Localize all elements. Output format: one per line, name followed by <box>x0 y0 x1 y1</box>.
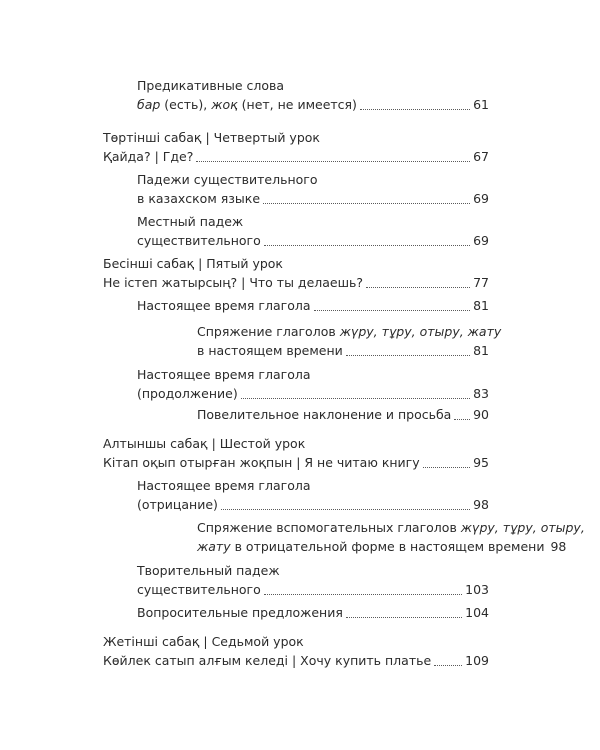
page-number: 81 <box>473 343 489 358</box>
toc-entry-title-last-line: Қайда? | Где? <box>103 149 194 164</box>
page-number: 61 <box>473 97 489 112</box>
toc-entry-title-line: Падежи существительного <box>137 172 318 187</box>
page-number: 109 <box>465 653 489 668</box>
dot-leader <box>360 109 470 110</box>
toc-subentry[interactable] <box>137 476 489 514</box>
page-number: 90 <box>473 407 489 422</box>
toc-entry-title-line: Настоящее время глагола <box>137 478 311 493</box>
toc-chapter-entry[interactable] <box>103 632 489 670</box>
toc-entry-title-last-line: (отрицание) <box>137 497 218 512</box>
dot-leader <box>434 665 462 666</box>
toc-chapter-entry[interactable] <box>103 434 489 472</box>
toc-entry-title-last-line: существительного <box>137 582 261 597</box>
toc-subentry[interactable] <box>137 365 489 403</box>
toc-entry-title-last-line: жату в отрицательной форме в настоящем времени <box>197 539 545 554</box>
toc-subentry[interactable] <box>137 76 489 114</box>
toc-entry-title-line: Спряжение вспомогательных глаголов жүру, тұру, отыру, <box>197 520 585 535</box>
toc-entry-title-last-line: (продолжение) <box>137 386 238 401</box>
toc-entry-title-last-line: Повелительное наклонение и просьба <box>197 407 452 422</box>
toc-entry-title-line: Алтыншы сабақ | Шестой урок <box>103 436 306 451</box>
page-number: 81 <box>473 298 489 313</box>
toc-subentry[interactable] <box>197 518 585 556</box>
dot-leader <box>196 161 470 162</box>
page-number: 104 <box>465 605 489 620</box>
toc-chapter-entry[interactable] <box>103 128 489 166</box>
toc-entry-title-line: Местный падеж <box>137 214 244 229</box>
page-number: 103 <box>465 582 489 597</box>
toc-entry-title-line: Төртінші сабақ | Четвертый урок <box>103 130 320 145</box>
toc-entry-title-line: Спряжение глаголов жүру, тұру, отыру, жату <box>197 324 502 339</box>
page-number: 83 <box>473 386 489 401</box>
toc-entry-title-line: Предикативные слова <box>137 78 285 93</box>
page-number: 98 <box>473 497 489 512</box>
toc-subentry[interactable] <box>137 296 489 315</box>
page-number: 67 <box>473 149 489 164</box>
page-number: 77 <box>473 275 489 290</box>
toc-entry-title-last-line: в настоящем времени <box>197 343 343 358</box>
dot-leader <box>454 419 470 420</box>
dot-leader <box>241 398 470 399</box>
toc-entry-title-last-line: в казахском языке <box>137 191 261 206</box>
toc-entry-title-line: Настоящее время глагола <box>137 367 311 382</box>
toc-subentry[interactable] <box>197 405 489 424</box>
toc-subentry[interactable] <box>137 561 489 599</box>
toc-entry-title-last-line: Не істеп жатырсың? | Что ты делаешь? <box>103 275 364 290</box>
dot-leader <box>366 287 470 288</box>
page-number: 95 <box>473 455 489 470</box>
toc-subentry[interactable] <box>197 322 502 360</box>
toc-entry-title-last-line: Настоящее время глагола <box>137 298 311 313</box>
toc-entry-title-last-line: бар (есть), жоқ (нет, не имеется) <box>137 97 357 112</box>
toc-entry-title-line: Жетінші сабақ | Седьмой урок <box>103 634 304 649</box>
toc-entry-title-line: Творительный падеж <box>137 563 280 578</box>
dot-leader <box>346 355 470 356</box>
dot-leader <box>346 617 462 618</box>
toc-subentry[interactable] <box>137 170 489 208</box>
toc-entry-title-line: Бесінші сабақ | Пятый урок <box>103 256 283 271</box>
toc-subentry[interactable] <box>137 603 489 622</box>
dot-leader <box>264 245 470 246</box>
toc-subentry[interactable] <box>137 212 489 250</box>
toc-entry-title-last-line: Вопросительные предложения <box>137 605 343 620</box>
toc-entry-title-last-line: Көйлек сатып алғым келеді | Хочу купить платье <box>103 653 432 668</box>
toc-entry-title-last-line: Кітап оқып отырған жоқпын | Я не читаю книгу <box>103 455 420 470</box>
toc-chapter-entry[interactable] <box>103 254 489 292</box>
dot-leader <box>263 203 470 204</box>
dot-leader <box>221 509 470 510</box>
dot-leader <box>423 467 470 468</box>
page-number: 69 <box>473 191 489 206</box>
dot-leader <box>314 310 471 311</box>
page-number: 69 <box>473 233 489 248</box>
page-number: 98 <box>550 539 567 554</box>
dot-leader <box>264 594 462 595</box>
toc-entry-title-last-line: существительного <box>137 233 261 248</box>
